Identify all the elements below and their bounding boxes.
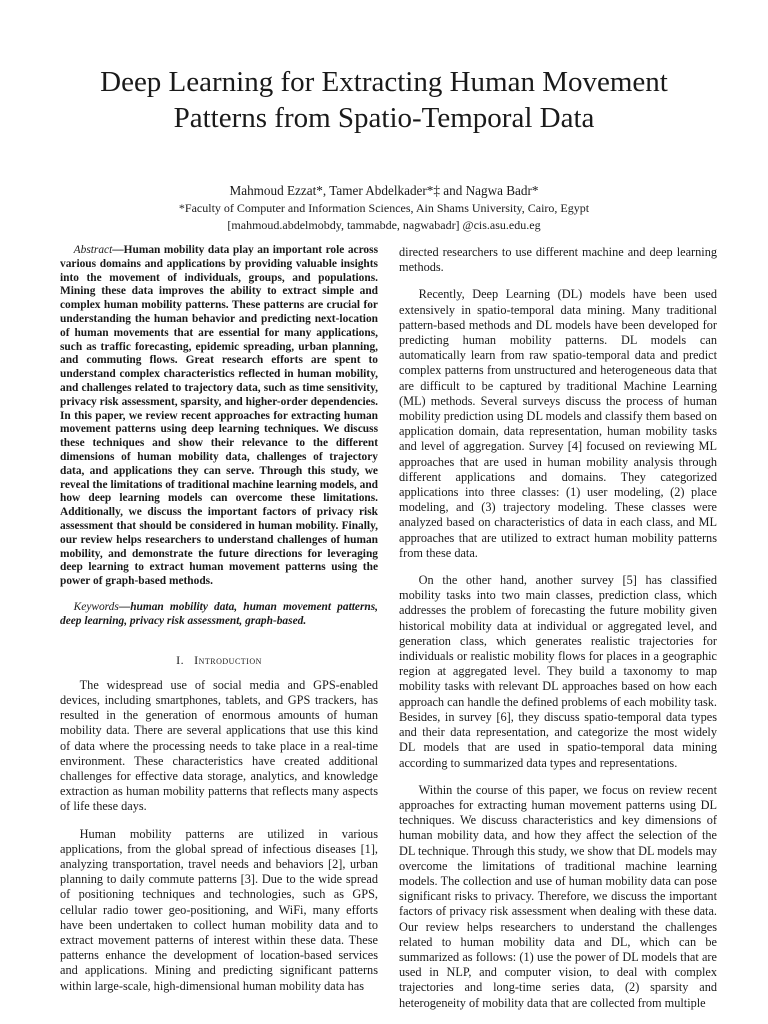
paper-title-line-1: Deep Learning for Extracting Human Movement — [100, 66, 668, 98]
author-emails: [mahmoud.abdelmobdy, tammabde, nagwabadr] @cis.asu.edu.eg — [227, 218, 541, 232]
keywords-dash: — — [118, 600, 131, 613]
section-heading-introduction — [60, 653, 378, 668]
intro-paragraph-3: Recently, Deep Learning (DL) models have been used extensively in spatio-temporal data mining. Many traditional pattern-based methods and DL models have been developed for predicting human mobility patterns. DL models can automatically learn from raw spatio-temporal data and predict complex patterns from unstructured and heterogeneous data that are difficult to be captured by traditional Machine Learning (ML) methods. Several surveys discuss the process of human mobility prediction using DL models and classify them based on application domain, data representation, human mobility tasks and level of aggregation. Survey [4] focused on reviewing ML approaches that are used in human mobility analysis through different applications and domains. They categorized applications into three classes: (1) user modeling, (2) place modeling, and (3) trajectory modeling. These classes were analyzed based on characteristics of data in each class, and ML approaches that are utilized to extract human mobility patterns from these data. — [399, 287, 717, 560]
abstract-dash: — — [112, 244, 124, 256]
abstract-label: Abstract — [73, 244, 113, 256]
keywords-body: human mobility data, human movement patterns, deep learning, privacy risk assessment, graph-based. — [60, 600, 378, 627]
keywords — [60, 601, 378, 629]
right-column — [399, 245, 717, 1023]
intro-paragraph-2: Human mobility patterns are utilized in various applications, from the global spread of infectious diseases [1], analyzing transportation, travel needs and behaviors [2], urban planning to daily commute patterns [3]. Due to the wide spread of positioning techniques and technologies, such as GPS, cellular radio tower geo-positioning, and WiFi, many efforts have been undertaken to collect human mobility data and to extract movement patterns of interest within these data. These patterns enhance the development of location-based services and applications. Mining and predicting significant patterns within large-scale, high-dimensional human mobility data has — [60, 826, 378, 993]
section-number: I. — [176, 652, 185, 667]
intro-paragraph-5: Within the course of this paper, we focus on review recent approaches for extracting human movement patterns using DL techniques. We discuss characteristics and key dimensions of human mobility data, and how they affect the selection of the DL technique. Through this study, we show that DL models may overcome the limitations of traditional machine learning models. The collection and use of human mobility data can pose significant risks to privacy. Therefore, we discuss the important factors of privacy risk assessment when dealing with these data. Our review helps researchers to understand the challenges related to human mobility data and DL, which can be summarized as follows: (1) use the power of DL models that are used in NLP, and computer vision, to deal with complex trajectories and long-time series data, (2) sparsity and heterogeneity of mobility data that are collected from multiple — [399, 782, 717, 1010]
abstract-body: Human mobility data play an important role across various domains and applications by providing valuable insights into the movement of individuals, groups, and populations. Mining these data improves the ability to extract simple and complex human mobility patterns. These patterns are crucial for understanding the human behavior and predicting next-location of human movements that are essential for many applications, such as traffic forecasting, epidemic spreading, urban planning, and commuting flows. Great research efforts are spent to understand complex characteristics reflected in human mobility, and challenges related to trajectory data, such as time sensitivity, privacy risk assessment, sparsity, and higher-order dependencies. In this paper, we review recent approaches for extracting human movement patterns using deep learning techniques. We discuss these techniques and show their relevance to the different dimensions of human mobility data, challenges of trajectory data, and applications they can serve. Through this study, we reveal the limitations of traditional machine learning models, and how deep learning models can overcome these limitations. Additionally, we discuss the important factors of privacy risk assessment that should be considered in human mobility. Finally, our review helps researchers to understand challenges of human mobility, and demonstrate the future directions for leveraging deep learning to extract human movement patterns using the power of graph-based methods. — [60, 244, 378, 588]
affiliation: *Faculty of Computer and Information Sciences, Ain Shams University, Cairo, Egypt — [178, 201, 590, 215]
paper-title — [40, 64, 728, 136]
left-column — [60, 244, 378, 1006]
paper-title-line-2: Patterns from Spatio-Temporal Data — [173, 102, 595, 134]
abstract — [60, 244, 378, 589]
section-title: Introduction — [194, 652, 262, 667]
intro-paragraph-1: The widespread use of social media and GPS-enabled devices, including smartphones, tablets, and GPS trackers, has resulted in the generation of enormous amounts of human mobility data. There are several applications that use this kind of data where the processing needs to take place in a real-time environment. These characteristics have created additional challenges for effective data storage, analytics, and knowledge extraction as human mobility patterns that reflects many aspects of life these days. — [60, 677, 378, 814]
continued-paragraph: directed researchers to use different machine and deep learning methods. — [399, 245, 717, 275]
intro-paragraph-4: On the other hand, another survey [5] has classified mobility tasks into two main classes, prediction class, which addresses the problem of forecasting the future mobility given historical mobility data at individual or aggregated level, and generation class, which generates realistic trajectories for individuals or realistic mobility flows for places in a geographic region at aggregated level. They build a taxonomy to map mobility tasks with relevant DL approaches based on how each approach can handle the defined problems of each mobility task. Besides, in survey [6], they discuss spatio-temporal data types and their data representation, and categorize the most widely DL models that are used in spatio-temporal data mining according to summarized data types and representations. — [399, 573, 717, 770]
keywords-label: Keywords — [73, 600, 119, 613]
author-list: Mahmoud Ezzat*, Tamer Abdelkader*‡ and Nagwa Badr* — [229, 183, 539, 198]
